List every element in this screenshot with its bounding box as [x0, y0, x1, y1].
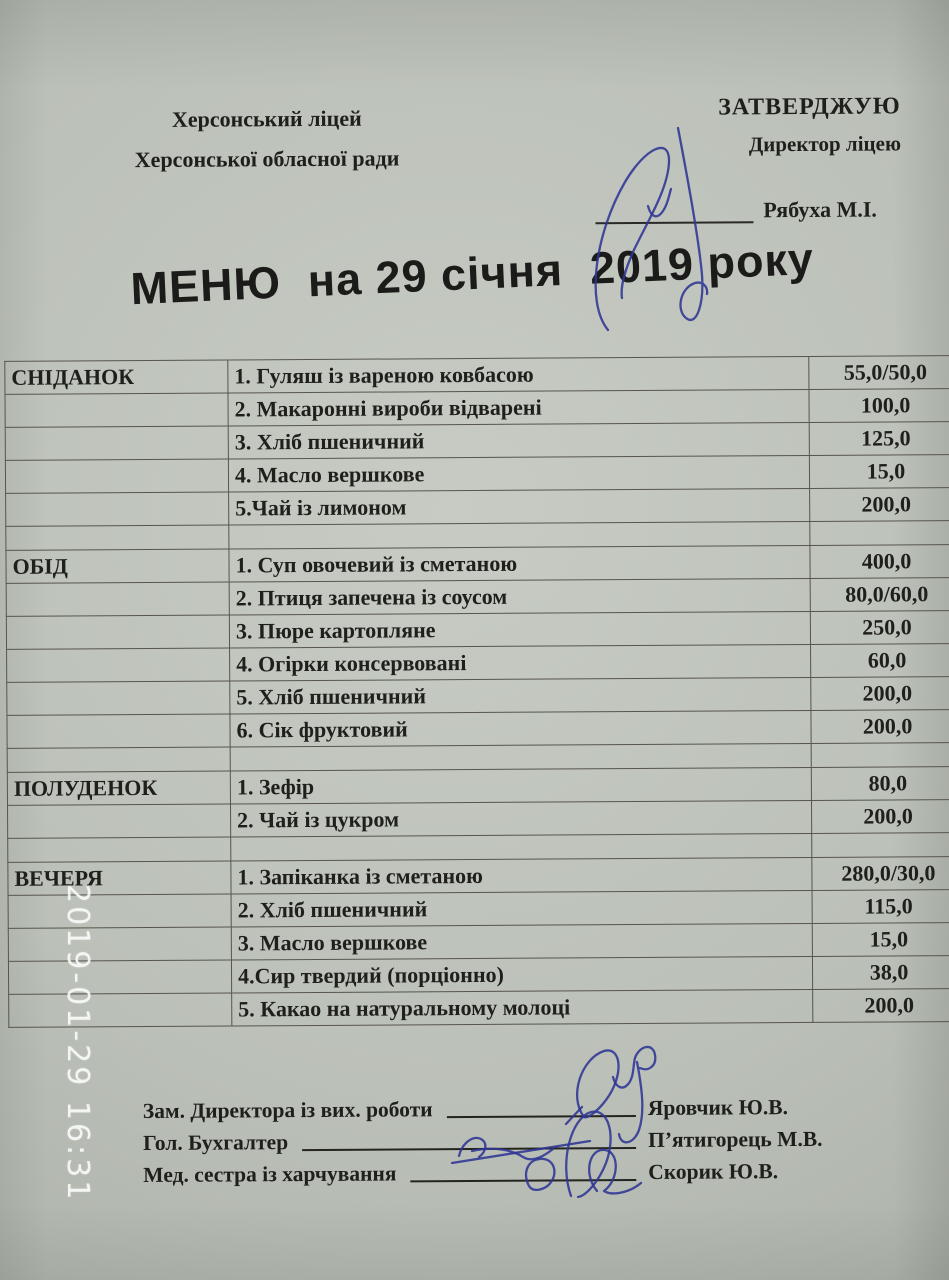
empty-cell [810, 521, 949, 546]
portion-weight: 80,0 [811, 767, 949, 801]
empty-cell [812, 833, 949, 858]
meal-section-label [7, 714, 230, 748]
dish-name: 6. Сік фруктовий [230, 710, 811, 747]
meal-section-label [6, 492, 229, 526]
portion-weight: 60,0 [811, 644, 949, 678]
approval-block [595, 93, 908, 224]
organization-line2: Херсонської обласної ради [134, 145, 400, 173]
portion-weight: 200,0 [813, 989, 949, 1023]
dish-name: 2. Птиця запечена із соусом [229, 578, 810, 615]
portion-weight: 15,0 [809, 455, 949, 489]
empty-cell [229, 521, 810, 549]
empty-cell [8, 837, 231, 862]
dish-name: 4. Масло вершкове [228, 455, 809, 492]
signoff-block [143, 1088, 874, 1188]
approver-name: Рябуха М.І. [763, 196, 877, 223]
signoff-role: Гол. Бухгалтер [142, 1130, 289, 1156]
approval-stamp-label: ЗАТВЕРДЖУЮ [718, 93, 901, 121]
dish-name: 3. Масло вершкове [231, 923, 812, 960]
signoff-role: Зам. Директора із вих. роботи [142, 1097, 433, 1124]
signature-line [595, 195, 753, 224]
dish-name: 4. Огірки консервовані [230, 644, 811, 681]
meal-section-label [6, 582, 229, 616]
meal-section-label [9, 993, 232, 1027]
organization-line1: Херсонський ліцей [171, 105, 362, 132]
dish-name: 2. Хліб пшеничний [231, 890, 812, 927]
signoff-row [143, 1152, 873, 1188]
signoff-row [143, 1120, 873, 1156]
meal-section-label [8, 927, 231, 961]
signature-line [302, 1127, 636, 1151]
dish-name: 3. Хліб пшеничний [228, 422, 809, 459]
empty-cell [7, 747, 230, 772]
portion-weight: 200,0 [810, 488, 949, 522]
portion-weight: 55,0/50,0 [809, 356, 949, 390]
meal-section-label [8, 804, 231, 838]
portion-weight: 200,0 [811, 800, 949, 834]
meal-section-label: ВЕЧЕРЯ [8, 861, 231, 895]
dish-name: 5. Хліб пшеничний [230, 677, 811, 714]
approver-role: Директор ліцею [748, 131, 902, 157]
empty-cell [6, 525, 229, 550]
signature-line [410, 1159, 636, 1182]
meal-section-label [5, 393, 228, 427]
signoff-name: Скорик Ю.В. [648, 1159, 779, 1184]
dish-name: 2. Макаронні вироби відварені [228, 389, 809, 426]
empty-cell [811, 743, 949, 768]
portion-weight: 200,0 [811, 710, 949, 744]
signoff-name: Яровчик Ю.В. [647, 1095, 789, 1120]
meal-section-label [8, 894, 231, 928]
menu-row [9, 989, 949, 1028]
dish-name: 1. Запіканка із сметаною [231, 857, 812, 894]
portion-weight: 280,0/30,0 [812, 857, 949, 891]
dish-name: 4.Сир твердий (порціонно) [231, 956, 812, 993]
portion-weight: 80,0/60,0 [810, 578, 949, 612]
portion-weight: 100,0 [809, 389, 949, 423]
organization-name [82, 98, 452, 180]
empty-cell [231, 833, 812, 861]
portion-weight: 115,0 [812, 890, 949, 924]
signoff-role: Мед. сестра із харчування [143, 1161, 397, 1188]
signature-line [447, 1095, 636, 1118]
camera-timestamp: 2019-01-29 16:31 [60, 884, 95, 1203]
portion-weight: 200,0 [811, 677, 949, 711]
meal-section-label [5, 426, 228, 460]
meal-section-label [7, 681, 230, 715]
dish-name: 5.Чай із лимоном [229, 488, 810, 525]
meal-section-label: СНІДАНОК [5, 360, 228, 394]
menu-table [4, 355, 949, 1028]
meal-section-label [8, 960, 231, 994]
dish-name: 1. Зефір [230, 767, 811, 804]
meal-section-label [7, 648, 230, 682]
approver-signature-row [595, 194, 907, 224]
portion-weight: 15,0 [812, 923, 949, 957]
meal-section-label [6, 615, 229, 649]
dish-name: 1. Суп овочевий із сметаною [229, 545, 810, 582]
dish-name: 2. Чай із цукром [230, 800, 811, 837]
portion-weight: 125,0 [809, 422, 949, 456]
empty-cell [230, 743, 811, 771]
menu-table-body [5, 356, 949, 1028]
menu-title: МЕНЮ на 29 січня 2019 року [129, 232, 815, 315]
dish-name: 1. Гуляш із вареною ковбасою [228, 356, 809, 393]
meal-section-label: ОБІД [6, 549, 229, 583]
meal-section-label: ПОЛУДЕНОК [7, 771, 230, 805]
signoff-row [143, 1088, 873, 1124]
dish-name: 5. Какао на натуральному молоці [232, 989, 813, 1026]
dish-name: 3. Пюре картопляне [229, 611, 810, 648]
portion-weight: 250,0 [810, 611, 949, 645]
meal-section-label [5, 459, 228, 493]
portion-weight: 38,0 [812, 956, 949, 990]
portion-weight: 400,0 [810, 545, 949, 579]
signoff-name: П’ятигорець М.В. [647, 1126, 823, 1152]
